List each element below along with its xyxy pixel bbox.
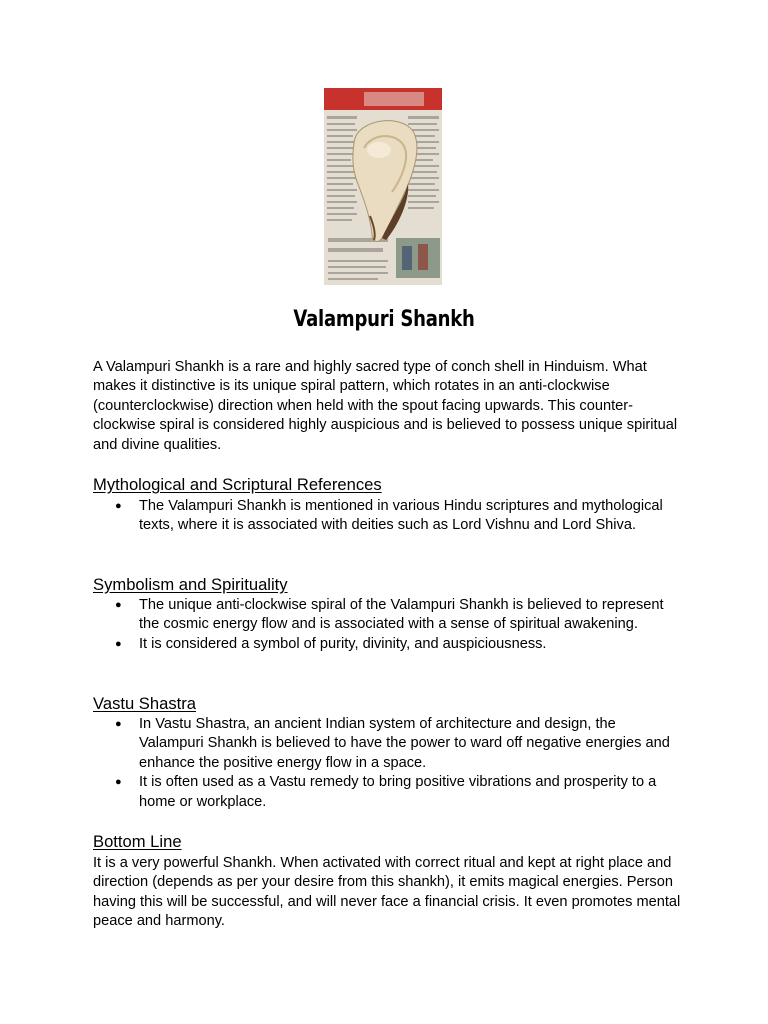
conch-shell-photo xyxy=(324,88,442,285)
bullet-icon: ● xyxy=(115,599,122,611)
bottom-line-paragraph: It is a very powerful Shankh. When activated with correct ritual and kept at right place and direction (depends as per your desire from this shankh), it emits magical energies. Person having this will be successful, and will never face a financial crisis. It even promotes mental peace and harmony. xyxy=(93,855,681,930)
bullet-icon: ● xyxy=(115,500,122,512)
bullet-icon: ● xyxy=(115,776,122,789)
section-heading-bottom-line: Bottom Line xyxy=(93,832,182,851)
list-item-text: It is often used as a Vastu remedy to bring positive vibrations and prosperity to a home or workplace. xyxy=(139,774,657,810)
list-item xyxy=(93,635,683,654)
list-item-text: The Valampuri Shankh is mentioned in various Hindu scriptures and mythological texts, where it is associated with deities such as Lord Vishnu and Lord Shiva. xyxy=(139,498,663,534)
section-heading-symbolism: Symbolism and Spirituality xyxy=(93,575,288,594)
vastu-bullet-list xyxy=(93,715,683,812)
bullet-icon: ● xyxy=(115,637,122,650)
list-item-text: It is considered a symbol of purity, divinity, and auspiciousness. xyxy=(139,635,547,652)
list-item-text: The unique anti-clockwise spiral of the Valampuri Shankh is believed to represent the cosmic energy flow and is associated with a sense of spiritual awakening. xyxy=(139,597,664,633)
symbolism-bullet-list xyxy=(93,596,683,654)
list-item-text: In Vastu Shastra, an ancient Indian system of architecture and design, the Valampuri Shankh is believed to have the power to ward off negative energies and enhance the positive energy flow in a space. xyxy=(139,716,670,771)
bullet-icon: ● xyxy=(115,718,122,730)
list-item xyxy=(93,497,683,536)
section-heading-vastu: Vastu Shastra xyxy=(93,694,196,713)
section-heading-mythology: Mythological and Scriptural References xyxy=(93,475,382,494)
intro-paragraph: A Valampuri Shankh is a rare and highly sacred type of conch shell in Hinduism. What makes it distinctive is its unique spiral pattern, which rotates in an anti-clockwise (counterclockwise) direction when held with the spout facing upwards. This counter-clockwise spiral is considered highly auspicious and is believed to possess unique spiritual and divine qualities. xyxy=(93,359,678,453)
mythology-bullet-list xyxy=(93,497,683,536)
list-item xyxy=(93,715,683,773)
list-item xyxy=(93,773,683,812)
page-title: Valampuri Shankh xyxy=(293,307,475,332)
list-item xyxy=(93,596,683,635)
